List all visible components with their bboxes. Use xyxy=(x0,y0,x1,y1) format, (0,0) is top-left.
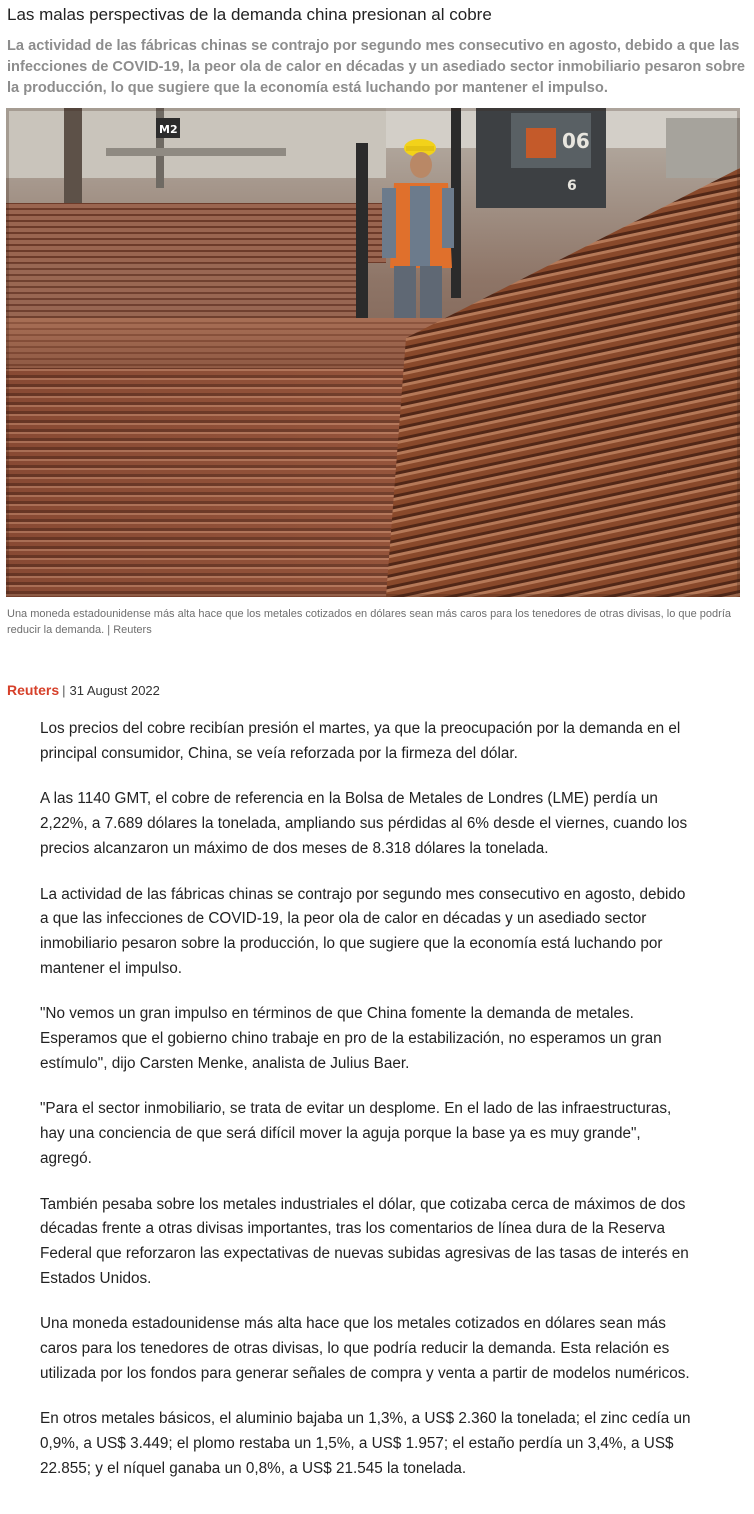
article-paragraph: Una moneda estadounidense más alta hace que los metales cotizados en dólares sean más caros para los tenedores de otras divisas, lo que podría reducir la demanda. Esta relación es utilizada por los fondos para generar señales de compra y venta a partir de modelos numéricos. xyxy=(40,1315,690,1382)
article-paragraph: También pesaba sobre los metales industriales el dólar, que cotizaba cerca de máximos de dos décadas frente a otras divisas importantes, tras los comentarios de línea dura de la Reserva Federal que reforzaron las expectativas de nuevas subidas agresivas de las tasas de interés en Estados Unidos. xyxy=(40,1195,689,1287)
article-paragraph: La actividad de las fábricas chinas se contrajo por segundo mes consecutivo en agosto, debido a que las infecciones de COVID-19, la peor ola de calor en décadas y un asediado sector inmobiliario pesaron sobre la producción, lo que sugiere que la economía está luchando por mantener el impulso. xyxy=(40,885,686,977)
publish-date: 31 August 2022 xyxy=(69,683,160,698)
article-paragraph: Los precios del cobre recibían presión el martes, ya que la preocupación por la demanda en el principal consumidor, China, se veía reforzada por la firmeza del dólar. xyxy=(40,720,681,762)
subheadline: La actividad de las fábricas chinas se contrajo por segundo mes consecutivo en agosto, debido a que las infecciones de COVID-19, la peor ola de calor en décadas y un asediado sector inmobiliario pesaron sobre la producción, lo que sugiere que la economía está luchando por mantener el impulso. xyxy=(7,38,746,96)
copper-cathodes-photo xyxy=(6,108,740,597)
article-paragraph: En otros metales básicos, el aluminio bajaba un 1,3%, a US$ 2.360 la tonelada; el zinc cedía un 0,9%, a US$ 3.449; el plomo restaba un 1,5%, a US$ 1.957; el estaño perdía un 3,4%, a US$ 22.855; y el níquel ganaba un 0,8%, a US$ 21.545 la tonelada. xyxy=(40,1410,691,1477)
byline-separator: | xyxy=(62,683,66,698)
article-body xyxy=(40,717,694,1503)
photo-caption: Una moneda estadounidense más alta hace que los metales cotizados en dólares sean más caros para los tenedores de otras divisas, lo que podría reducir la demanda. | Reuters xyxy=(7,608,731,636)
source-link[interactable]: Reuters xyxy=(7,682,60,698)
article-paragraph: A las 1140 GMT, el cobre de referencia en la Bolsa de Metales de Londres (LME) perdía un 2,22%, a 7.689 dólares la tonelada, ampliando sus pérdidas al 6% desde el viernes, cuando los precios alcanzaron un máximo de dos meses de 8.318 dólares la tonelada. xyxy=(40,790,688,857)
sign-label: M2 xyxy=(159,123,178,136)
article-paragraph: "No vemos un gran impulso en términos de que China fomente la demanda de metales. Esperamos que el gobierno chino trabaje en pro de la estabilización, no esperamos un gran estímulo", dijo Carsten Menke, analista de Julius Baer. xyxy=(40,1005,662,1072)
headline: Las malas perspectivas de la demanda china presionan al cobre xyxy=(7,5,492,24)
forklift-number-side: 6 xyxy=(567,178,577,194)
article-paragraph: "Para el sector inmobiliario, se trata de evitar un desplome. En el lado de las infraestructuras, hay una conciencia de que será difícil mover la aguja porque la base ya es muy grande", agregó. xyxy=(40,1100,672,1167)
article-photo xyxy=(6,108,740,597)
forklift-number-top: 06 xyxy=(562,129,590,153)
byline xyxy=(7,680,160,700)
